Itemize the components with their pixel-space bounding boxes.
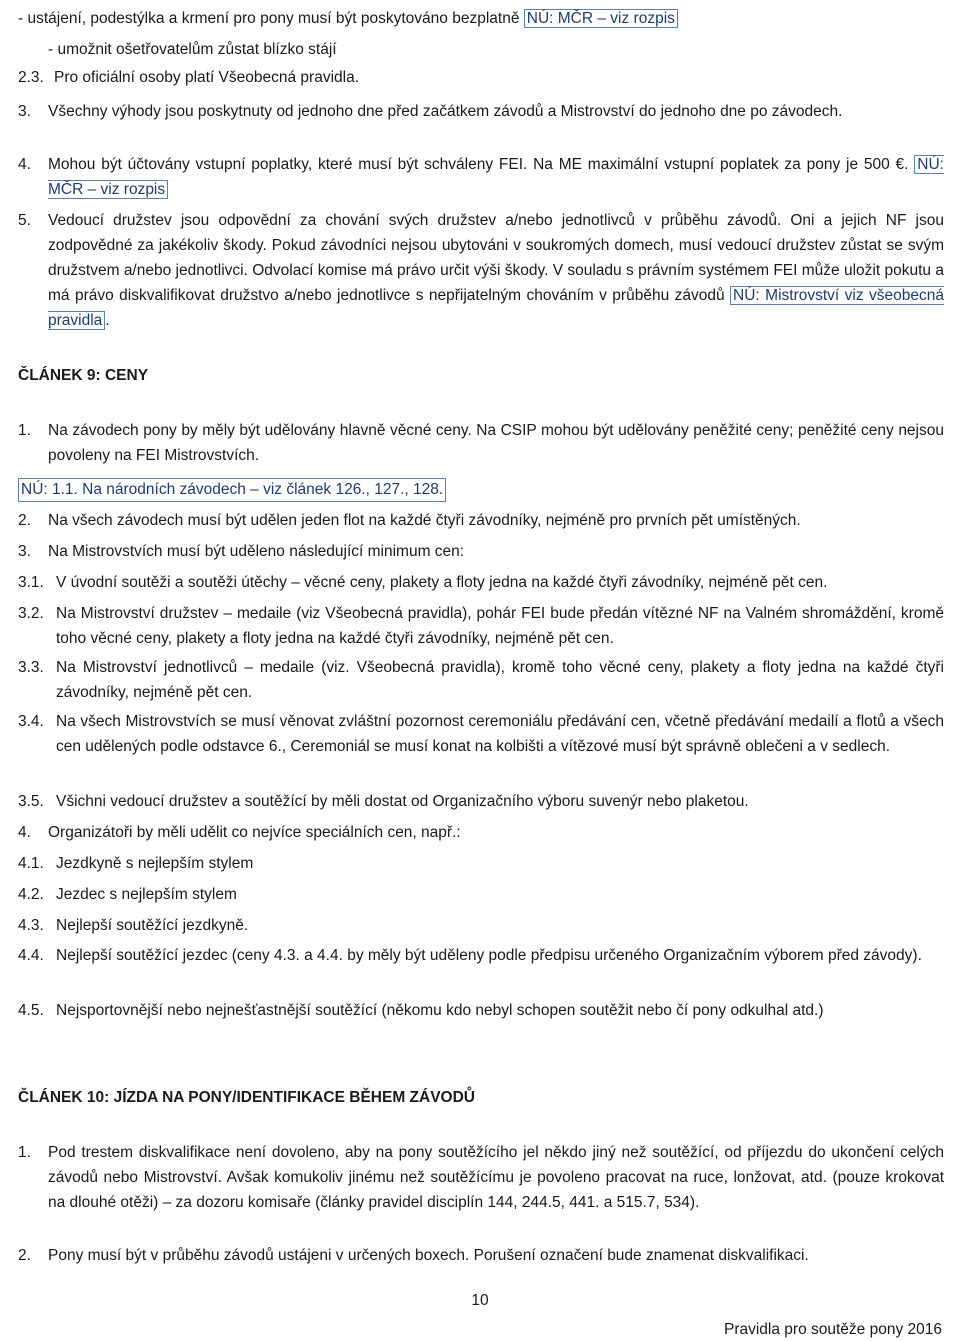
item-text: Nejlepší soutěžící jezdec (ceny 4.3. a 4.4. by měly být uděleny podle předpisu určeného Organizačním výborem před závody).	[56, 947, 922, 964]
list-item	[18, 99, 944, 124]
item-text: Pony musí být v průběhu závodů ustájeni v určených boxech. Porušení označení bude znamenat diskvalifikaci.	[48, 1247, 809, 1264]
list-item	[18, 539, 944, 564]
page-number: 10	[471, 1292, 489, 1309]
national-rule-block	[18, 477, 944, 502]
list-item	[18, 508, 944, 533]
item-number: 3.2.	[18, 605, 44, 622]
list-item	[18, 655, 944, 705]
national-rule-note: NÚ: Mistrovství viz všeobecná pravidla	[48, 287, 944, 329]
section-heading: ČLÁNEK 10: JÍZDA NA PONY/IDENTIFIKACE BĚHEM ZÁVODŮ	[18, 1089, 475, 1106]
list-item	[18, 820, 944, 845]
list-item	[18, 6, 944, 31]
item-text: Pro oficiální osoby platí Všeobecná pravidla.	[54, 69, 360, 86]
item-number: 4.	[18, 156, 31, 173]
list-item	[18, 601, 944, 651]
item-number: 2.3.	[18, 69, 44, 86]
list-item	[18, 913, 944, 938]
list-item	[18, 998, 944, 1023]
item-text: Na Mistrovství jednotlivců – medaile (viz. Všeobecná pravidla), kromě toho věcné ceny, plakety a floty jedna na každé čtyři závodníky, nejméně pět cen.	[56, 659, 944, 701]
line-text: - ustájení, podestýlka a krmení pro pony musí být poskytováno bezplatně	[18, 10, 520, 27]
item-number: 4.5.	[18, 1002, 44, 1019]
item-number: 5.	[18, 212, 31, 229]
list-item	[18, 418, 944, 468]
list-item	[18, 882, 944, 907]
item-number: 1.	[18, 422, 31, 439]
list-item	[48, 37, 944, 62]
item-number: 3.	[18, 543, 31, 560]
section-heading: ČLÁNEK 9: CENY	[18, 367, 149, 384]
item-text: Všechny výhody jsou poskytnuty od jednoho dne před začátkem závodů a Mistrovství do jednoho dne po závodech.	[48, 103, 843, 120]
item-number: 3.5.	[18, 793, 44, 810]
item-number: 1.	[18, 1144, 31, 1161]
item-text: Na všech Mistrovstvích se musí věnovat zvláštní pozornost ceremoniálu předávání cen, včetně předávání medailí a flotů a všech cen udělených podle odstavce 6., Ceremoniál se musí konat na kolbišti a vítězové musí být správně oblečeni a v sedlech.	[56, 713, 944, 755]
item-text: Nejlepší soutěžící jezdkyně.	[56, 917, 249, 934]
item-number: 3.	[18, 103, 31, 120]
list-item	[18, 1140, 944, 1215]
item-text: Na Mistrovství družstev – medaile (viz Všeobecná pravidla), pohár FEI bude předán vítězné NF na Valném shromáždění, kromě toho věcné ceny, plakety a floty jedna na každé čtyři závodníky, nejméně pět cen.	[56, 605, 944, 647]
item-text: Na Mistrovstvích musí být uděleno následující minimum cen:	[48, 543, 465, 560]
item-text: Na závodech pony by měly být udělovány hlavně věcné ceny. Na CSIP mohou být udělovány peněžité ceny; peněžité ceny nejsou povoleny na FEI Mistrovstvích.	[48, 422, 944, 464]
document-title-footer: Pravidla pro soutěže pony 2016	[723, 1321, 942, 1338]
item-text: Organizátoři by měli udělit co nejvíce speciálních cen, např.:	[48, 824, 461, 841]
list-item	[18, 208, 944, 333]
list-item	[18, 709, 944, 759]
list-item	[18, 570, 944, 595]
item-number: 3.3.	[18, 659, 44, 676]
item-number: 2.	[18, 1247, 31, 1264]
item-number: 3.4.	[18, 713, 44, 730]
list-item	[18, 1243, 944, 1268]
item-number: 4.1.	[18, 855, 44, 872]
item-text: Nejsportovnější nebo nejnešťastnější soutěžící (někomu kdo nebyl schopen soutěžit nebo čí pony odkulhal atd.)	[56, 1002, 824, 1019]
list-item	[18, 943, 944, 968]
item-text: V úvodní soutěži a soutěži útěchy – věcné ceny, plakety a floty jedna na každé čtyři závodníky, nejméně pět cen.	[56, 574, 828, 591]
item-text-tail: .	[105, 312, 110, 329]
item-number: 4.	[18, 824, 31, 841]
item-number: 4.2.	[18, 886, 44, 903]
item-text-main: Vedoucí družstev jsou odpovědní za chování svých družstev a/nebo jednotlivců v průběhu závodů. Oni a jejich NF jsou zodpovědné za jakékoliv škody. Pokud závodníci nejsou ubytováni v soukromých domech, musí vedoucí družstev zůstat se svým družstvem a/nebo jednotlivci. Odvolací komise má právo určit výši škody. V souladu s právním systémem FEI může uložit pokutu a má právo diskvalifikovat družstvo a/nebo jednotlivce s nepřijatelným chováním v průběhu závodů	[48, 212, 944, 304]
item-text: Pod trestem diskvalifikace není dovoleno, aby na pony soutěžícího jel někdo jiný než soutěžící, od příjezdu do ukončení celých závodů nebo Mistrovství. Avšak komukoliv jinému než soutěžícímu je povoleno pracovat na ruce, lonžovat, atd. (pouze krokovat na dlouhé otěži) – za dozoru komisaře (články pravidel disciplín 144, 244.5, 441. a 515.7, 534).	[48, 1144, 944, 1211]
line-text: - umožnit ošetřovatelům zůstat blízko stájí	[48, 41, 337, 58]
national-rule-note: NÚ: 1.1. Na národních závodech – viz článek 126., 127., 128.	[18, 478, 446, 502]
list-item	[18, 65, 944, 90]
national-rule-note: NÚ: MČR – viz rozpis	[48, 156, 944, 198]
item-text	[48, 208, 944, 333]
item-number: 4.3.	[18, 917, 44, 934]
item-text: Jezdkyně s nejlepším stylem	[56, 855, 254, 872]
list-item	[18, 789, 944, 814]
item-number: 4.4.	[18, 947, 44, 964]
item-text	[48, 152, 944, 202]
item-text: Na všech závodech musí být udělen jeden flot na každé čtyři závodníky, nejméně pro prvních pět umístěných.	[48, 512, 801, 529]
national-rule-note: NÚ: MČR – viz rozpis	[524, 9, 678, 28]
list-item	[18, 152, 944, 202]
item-text: Jezdec s nejlepším stylem	[56, 886, 237, 903]
item-text: Všichni vedoucí družstev a soutěžící by měli dostat od Organizačního výboru suvenýr nebo plaketou.	[56, 793, 749, 810]
item-number: 3.1.	[18, 574, 44, 591]
item-text-main: Mohou být účtovány vstupní poplatky, které musí být schváleny FEI. Na ME maximální vstupní poplatek za pony je 500 €.	[48, 156, 909, 173]
list-item	[18, 851, 944, 876]
item-number: 2.	[18, 512, 31, 529]
